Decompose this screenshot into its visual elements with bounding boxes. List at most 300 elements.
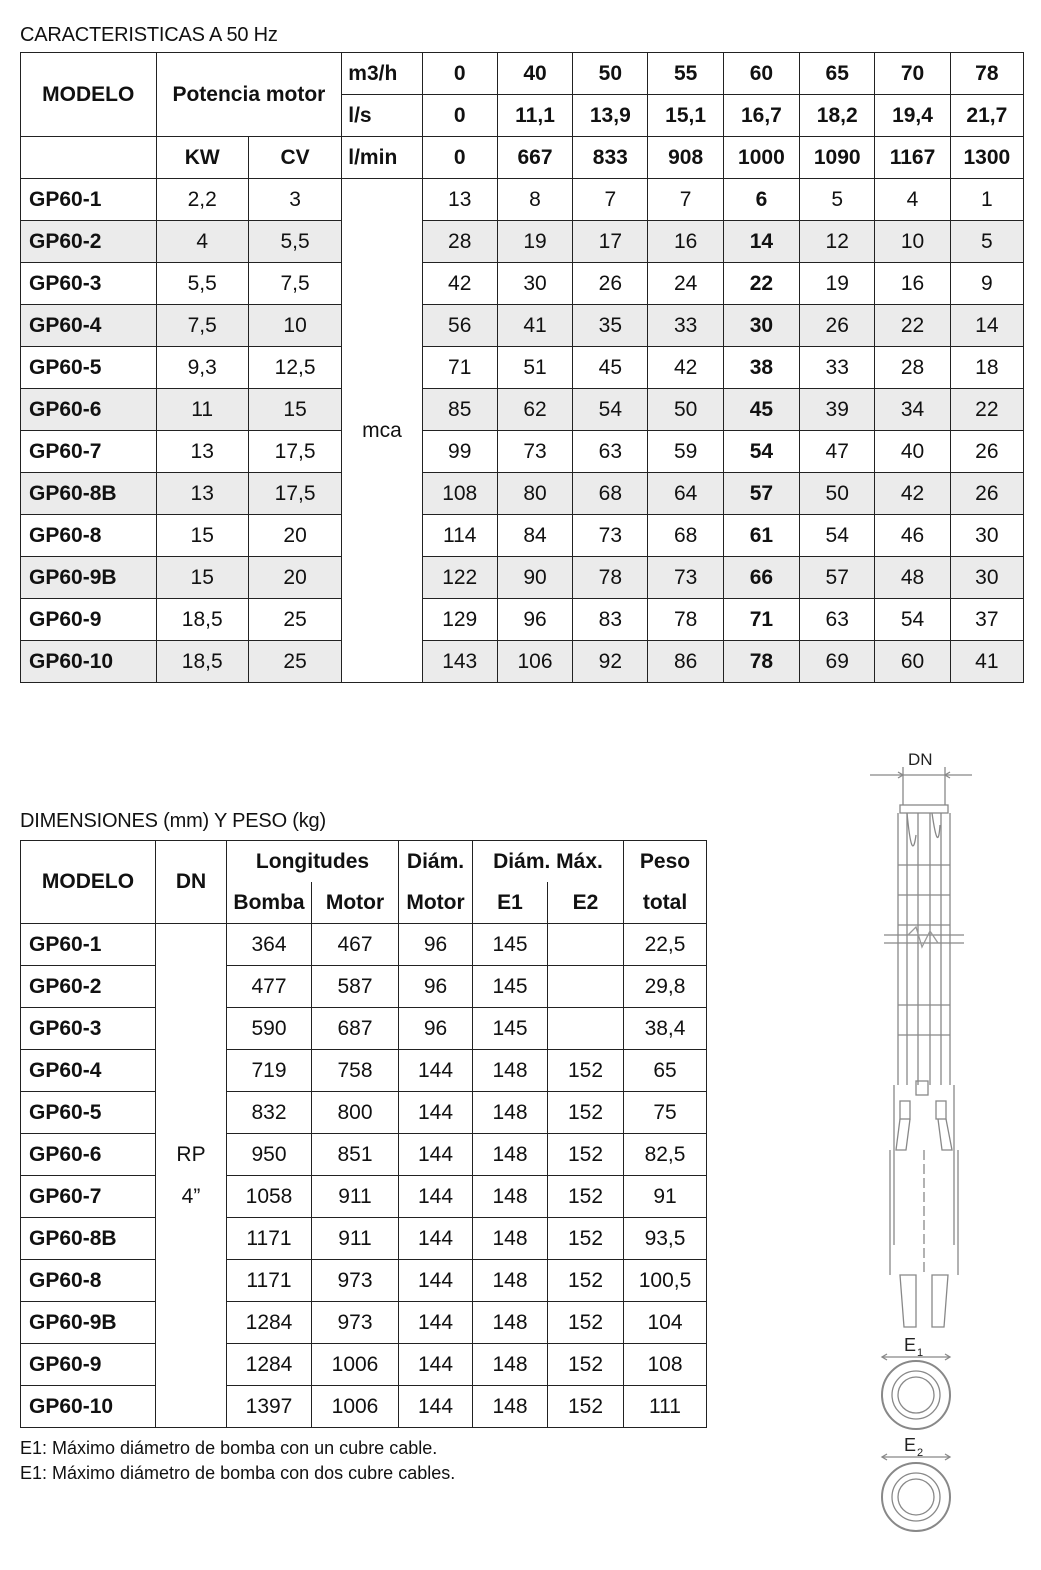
peso-cell: 38,4 bbox=[624, 1008, 707, 1050]
diam-motor-cell: 96 bbox=[399, 966, 473, 1008]
head-cell: 54 bbox=[875, 599, 950, 641]
e2-sub: 2 bbox=[917, 1447, 924, 1459]
model-cell: GP60-3 bbox=[21, 1008, 156, 1050]
cv-cell: 7,5 bbox=[248, 263, 341, 305]
bomba-cell: 1171 bbox=[227, 1260, 312, 1302]
head-cell: 26 bbox=[800, 305, 875, 347]
e1-cell: 148 bbox=[473, 1302, 548, 1344]
cv-cell: 5,5 bbox=[248, 221, 341, 263]
head-cell: 22 bbox=[723, 263, 799, 305]
flow-lmin: 667 bbox=[497, 137, 572, 179]
dn-label: DN bbox=[908, 750, 933, 769]
table-row bbox=[21, 1050, 707, 1092]
e2-cell: 152 bbox=[548, 1302, 624, 1344]
e2-cell: 152 bbox=[548, 1050, 624, 1092]
head-cell: 96 bbox=[497, 599, 572, 641]
flow-ls: 16,7 bbox=[723, 95, 799, 137]
table-row bbox=[21, 431, 1024, 473]
cv-cell: 20 bbox=[248, 515, 341, 557]
head-cell: 26 bbox=[573, 263, 648, 305]
head-cell: 39 bbox=[800, 389, 875, 431]
header-diam: Diám. bbox=[399, 841, 473, 883]
head-cell: 34 bbox=[875, 389, 950, 431]
e1-cell: 148 bbox=[473, 1050, 548, 1092]
unit-lmin: l/min bbox=[342, 137, 422, 179]
cv-cell: 17,5 bbox=[248, 473, 341, 515]
model-cell: GP60-9B bbox=[21, 557, 157, 599]
header-kw: KW bbox=[156, 137, 248, 179]
head-cell: 22 bbox=[950, 389, 1023, 431]
head-cell: 68 bbox=[573, 473, 648, 515]
flow-ls: 19,4 bbox=[875, 95, 950, 137]
kw-cell: 15 bbox=[156, 515, 248, 557]
flow-lmin: 1300 bbox=[950, 137, 1023, 179]
e2-cell: 152 bbox=[548, 1260, 624, 1302]
head-cell: 84 bbox=[497, 515, 572, 557]
motor-cell: 467 bbox=[312, 924, 399, 966]
model-cell: GP60-2 bbox=[21, 221, 157, 263]
diam-motor-cell: 144 bbox=[399, 1302, 473, 1344]
head-cell: 114 bbox=[422, 515, 497, 557]
diam-motor-cell: 144 bbox=[399, 1386, 473, 1428]
e1-cell: 145 bbox=[473, 1008, 548, 1050]
header-diam-max: Diám. Máx. bbox=[473, 841, 624, 883]
e1-sub: 1 bbox=[917, 1347, 924, 1359]
peso-cell: 29,8 bbox=[624, 966, 707, 1008]
header-modelo: MODELO bbox=[21, 53, 157, 137]
head-cell: 78 bbox=[573, 557, 648, 599]
peso-cell: 75 bbox=[624, 1092, 707, 1134]
table-row bbox=[21, 1008, 707, 1050]
bomba-cell: 1397 bbox=[227, 1386, 312, 1428]
head-cell: 59 bbox=[648, 431, 723, 473]
diam-motor-cell: 144 bbox=[399, 1050, 473, 1092]
model-cell: GP60-7 bbox=[21, 1176, 156, 1218]
head-cell: 42 bbox=[875, 473, 950, 515]
bomba-cell: 1058 bbox=[227, 1176, 312, 1218]
flow-lmin: 0 bbox=[422, 137, 497, 179]
header-diam-motor: Motor bbox=[399, 882, 473, 924]
bomba-cell: 1171 bbox=[227, 1218, 312, 1260]
model-cell: GP60-3 bbox=[21, 263, 157, 305]
model-cell: GP60-10 bbox=[21, 1386, 156, 1428]
header-total: total bbox=[624, 882, 707, 924]
diam-motor-cell: 144 bbox=[399, 1134, 473, 1176]
header-motor: Motor bbox=[312, 882, 399, 924]
model-cell: GP60-7 bbox=[21, 431, 157, 473]
head-cell: 57 bbox=[723, 473, 799, 515]
diam-motor-cell: 144 bbox=[399, 1218, 473, 1260]
head-cell: 33 bbox=[800, 347, 875, 389]
head-cell: 64 bbox=[648, 473, 723, 515]
model-cell: GP60-9B bbox=[21, 1302, 156, 1344]
kw-cell: 5,5 bbox=[156, 263, 248, 305]
head-cell: 62 bbox=[497, 389, 572, 431]
kw-cell: 2,2 bbox=[156, 179, 248, 221]
dimensiones-table bbox=[20, 840, 707, 1428]
head-cell: 10 bbox=[875, 221, 950, 263]
cv-cell: 10 bbox=[248, 305, 341, 347]
flow-ls: 21,7 bbox=[950, 95, 1023, 137]
e2-cell bbox=[548, 966, 624, 1008]
cv-cell: 15 bbox=[248, 389, 341, 431]
kw-cell: 18,5 bbox=[156, 599, 248, 641]
motor-cell: 1006 bbox=[312, 1386, 399, 1428]
model-cell: GP60-2 bbox=[21, 966, 156, 1008]
head-cell: 35 bbox=[573, 305, 648, 347]
table-row bbox=[21, 1134, 707, 1176]
flow-m3h: 70 bbox=[875, 53, 950, 95]
head-cell: 16 bbox=[875, 263, 950, 305]
head-cell: 4 bbox=[875, 179, 950, 221]
e2-cell: 152 bbox=[548, 1176, 624, 1218]
e1-label: E bbox=[904, 1335, 917, 1355]
flow-lmin: 908 bbox=[648, 137, 723, 179]
motor-cell: 758 bbox=[312, 1050, 399, 1092]
head-cell: 71 bbox=[723, 599, 799, 641]
head-cell: 19 bbox=[800, 263, 875, 305]
peso-cell: 82,5 bbox=[624, 1134, 707, 1176]
peso-cell: 65 bbox=[624, 1050, 707, 1092]
pump-top-flange bbox=[900, 805, 948, 813]
head-cell: 16 bbox=[648, 221, 723, 263]
head-cell: 37 bbox=[950, 599, 1023, 641]
table-row bbox=[21, 599, 1024, 641]
head-cell: 7 bbox=[573, 179, 648, 221]
head-cell: 14 bbox=[723, 221, 799, 263]
diam-motor-cell: 144 bbox=[399, 1176, 473, 1218]
flow-ls: 0 bbox=[422, 95, 497, 137]
flow-m3h: 55 bbox=[648, 53, 723, 95]
head-cell: 47 bbox=[800, 431, 875, 473]
head-cell: 106 bbox=[497, 641, 572, 683]
head-cell: 41 bbox=[497, 305, 572, 347]
motor-cell: 587 bbox=[312, 966, 399, 1008]
e2-cell: 152 bbox=[548, 1218, 624, 1260]
diam-motor-cell: 96 bbox=[399, 924, 473, 966]
bomba-cell: 719 bbox=[227, 1050, 312, 1092]
flow-m3h: 40 bbox=[497, 53, 572, 95]
flow-ls: 18,2 bbox=[800, 95, 875, 137]
flow-m3h: 65 bbox=[800, 53, 875, 95]
head-cell: 63 bbox=[573, 431, 648, 473]
head-cell: 42 bbox=[422, 263, 497, 305]
head-cell: 6 bbox=[723, 179, 799, 221]
table-row bbox=[21, 473, 1024, 515]
kw-cell: 11 bbox=[156, 389, 248, 431]
head-cell: 46 bbox=[875, 515, 950, 557]
head-cell: 8 bbox=[497, 179, 572, 221]
head-cell: 66 bbox=[723, 557, 799, 599]
head-cell: 122 bbox=[422, 557, 497, 599]
bomba-cell: 950 bbox=[227, 1134, 312, 1176]
diam-motor-cell: 144 bbox=[399, 1344, 473, 1386]
head-cell: 73 bbox=[497, 431, 572, 473]
e1-cell: 148 bbox=[473, 1176, 548, 1218]
motor-cell: 973 bbox=[312, 1302, 399, 1344]
header-dn: DN bbox=[156, 841, 227, 924]
dn-cell bbox=[156, 924, 227, 1428]
flow-m3h: 50 bbox=[573, 53, 648, 95]
peso-cell: 22,5 bbox=[624, 924, 707, 966]
head-cell: 30 bbox=[497, 263, 572, 305]
e1-cell: 148 bbox=[473, 1218, 548, 1260]
head-cell: 38 bbox=[723, 347, 799, 389]
head-cell: 1 bbox=[950, 179, 1023, 221]
flow-m3h: 78 bbox=[950, 53, 1023, 95]
head-cell: 30 bbox=[950, 557, 1023, 599]
table-row bbox=[21, 557, 1024, 599]
e2-cell bbox=[548, 924, 624, 966]
model-cell: GP60-5 bbox=[21, 1092, 156, 1134]
peso-cell: 93,5 bbox=[624, 1218, 707, 1260]
head-cell: 33 bbox=[648, 305, 723, 347]
head-cell: 54 bbox=[800, 515, 875, 557]
unit-ls: l/s bbox=[342, 95, 422, 137]
model-cell: GP60-8 bbox=[21, 1260, 156, 1302]
head-cell: 12 bbox=[800, 221, 875, 263]
model-cell: GP60-8B bbox=[21, 473, 157, 515]
dn-value: RP bbox=[176, 1142, 206, 1166]
table-row bbox=[21, 389, 1024, 431]
unit-m3h: m3/h bbox=[342, 53, 422, 95]
motor-cell: 851 bbox=[312, 1134, 399, 1176]
header-e1: E1 bbox=[473, 882, 548, 924]
bomba-cell: 477 bbox=[227, 966, 312, 1008]
kw-cell: 13 bbox=[156, 473, 248, 515]
header-e2: E2 bbox=[548, 882, 624, 924]
e1-cell: 148 bbox=[473, 1344, 548, 1386]
note-e1: E1: Máximo diámetro de bomba con un cubre cable. bbox=[20, 1438, 438, 1458]
peso-cell: 100,5 bbox=[624, 1260, 707, 1302]
e2-cell: 152 bbox=[548, 1092, 624, 1134]
cv-cell: 20 bbox=[248, 557, 341, 599]
head-cell: 24 bbox=[648, 263, 723, 305]
head-cell: 71 bbox=[422, 347, 497, 389]
e1-cell: 148 bbox=[473, 1260, 548, 1302]
table-row bbox=[21, 966, 707, 1008]
cv-cell: 25 bbox=[248, 641, 341, 683]
bomba-cell: 832 bbox=[227, 1092, 312, 1134]
head-cell: 56 bbox=[422, 305, 497, 347]
e1-cell: 145 bbox=[473, 924, 548, 966]
peso-cell: 108 bbox=[624, 1344, 707, 1386]
kw-cell: 4 bbox=[156, 221, 248, 263]
pump-diagram bbox=[860, 745, 990, 1545]
cv-cell: 17,5 bbox=[248, 431, 341, 473]
cv-cell: 25 bbox=[248, 599, 341, 641]
head-cell: 78 bbox=[723, 641, 799, 683]
table-row bbox=[21, 924, 707, 966]
table-row bbox=[21, 1218, 707, 1260]
header-modelo: MODELO bbox=[21, 841, 156, 924]
cv-cell: 3 bbox=[248, 179, 341, 221]
head-cell: 22 bbox=[875, 305, 950, 347]
table-row bbox=[21, 347, 1024, 389]
motor-cell: 800 bbox=[312, 1092, 399, 1134]
model-cell: GP60-8B bbox=[21, 1218, 156, 1260]
dn-value: 4” bbox=[181, 1184, 201, 1208]
model-cell: GP60-4 bbox=[21, 1050, 156, 1092]
head-cell: 26 bbox=[950, 473, 1023, 515]
head-cell: 50 bbox=[648, 389, 723, 431]
model-cell: GP60-1 bbox=[21, 179, 157, 221]
motor-cell: 1006 bbox=[312, 1344, 399, 1386]
model-cell: GP60-6 bbox=[21, 389, 157, 431]
e1-cell: 148 bbox=[473, 1134, 548, 1176]
head-cell: 30 bbox=[950, 515, 1023, 557]
flow-m3h: 60 bbox=[723, 53, 799, 95]
head-cell: 30 bbox=[723, 305, 799, 347]
e2-label: E bbox=[904, 1435, 917, 1455]
motor-cell: 911 bbox=[312, 1218, 399, 1260]
flow-ls: 13,9 bbox=[573, 95, 648, 137]
header-modelo-spacer bbox=[21, 137, 157, 179]
head-cell: 5 bbox=[950, 221, 1023, 263]
flow-ls: 11,1 bbox=[497, 95, 572, 137]
head-cell: 18 bbox=[950, 347, 1023, 389]
flow-m3h: 0 bbox=[422, 53, 497, 95]
head-cell: 7 bbox=[648, 179, 723, 221]
head-cell: 54 bbox=[573, 389, 648, 431]
head-cell: 92 bbox=[573, 641, 648, 683]
model-cell: GP60-1 bbox=[21, 924, 156, 966]
diam-motor-cell: 144 bbox=[399, 1260, 473, 1302]
head-cell: 68 bbox=[648, 515, 723, 557]
head-cell: 41 bbox=[950, 641, 1023, 683]
table-row bbox=[21, 1386, 707, 1428]
head-cell: 14 bbox=[950, 305, 1023, 347]
head-cell: 61 bbox=[723, 515, 799, 557]
head-cell: 57 bbox=[800, 557, 875, 599]
head-cell: 63 bbox=[800, 599, 875, 641]
model-cell: GP60-9 bbox=[21, 1344, 156, 1386]
kw-cell: 9,3 bbox=[156, 347, 248, 389]
head-cell: 129 bbox=[422, 599, 497, 641]
bomba-cell: 590 bbox=[227, 1008, 312, 1050]
table-row bbox=[21, 515, 1024, 557]
e1-cell: 145 bbox=[473, 966, 548, 1008]
head-cell: 54 bbox=[723, 431, 799, 473]
table-row bbox=[21, 305, 1024, 347]
diam-motor-cell: 96 bbox=[399, 1008, 473, 1050]
caracteristicas-table bbox=[20, 52, 1024, 683]
diam-motor-cell: 144 bbox=[399, 1092, 473, 1134]
kw-cell: 15 bbox=[156, 557, 248, 599]
table-row bbox=[21, 179, 1024, 221]
model-cell: GP60-9 bbox=[21, 599, 157, 641]
table-row bbox=[21, 1260, 707, 1302]
table-row bbox=[21, 1302, 707, 1344]
head-cell: 80 bbox=[497, 473, 572, 515]
table-row bbox=[21, 263, 1024, 305]
head-cell: 26 bbox=[950, 431, 1023, 473]
head-cell: 45 bbox=[573, 347, 648, 389]
head-cell: 42 bbox=[648, 347, 723, 389]
head-cell: 48 bbox=[875, 557, 950, 599]
bomba-cell: 1284 bbox=[227, 1302, 312, 1344]
head-cell: 60 bbox=[875, 641, 950, 683]
head-cell: 73 bbox=[573, 515, 648, 557]
bomba-cell: 364 bbox=[227, 924, 312, 966]
head-cell: 90 bbox=[497, 557, 572, 599]
unit-cell: mca bbox=[342, 179, 422, 683]
e1-cell: 148 bbox=[473, 1092, 548, 1134]
head-cell: 28 bbox=[875, 347, 950, 389]
head-cell: 19 bbox=[497, 221, 572, 263]
head-cell: 99 bbox=[422, 431, 497, 473]
head-cell: 13 bbox=[422, 179, 497, 221]
peso-cell: 104 bbox=[624, 1302, 707, 1344]
e2-cell: 152 bbox=[548, 1344, 624, 1386]
table-row bbox=[21, 1344, 707, 1386]
peso-cell: 111 bbox=[624, 1386, 707, 1428]
head-cell: 5 bbox=[800, 179, 875, 221]
model-cell: GP60-4 bbox=[21, 305, 157, 347]
header-peso: Peso bbox=[624, 841, 707, 883]
caracteristicas-title: CARACTERISTICAS A 50 Hz bbox=[20, 24, 278, 46]
head-cell: 40 bbox=[875, 431, 950, 473]
bomba-cell: 1284 bbox=[227, 1344, 312, 1386]
head-cell: 51 bbox=[497, 347, 572, 389]
e1-cell: 148 bbox=[473, 1386, 548, 1428]
header-potencia-motor: Potencia motor bbox=[156, 53, 342, 137]
header-bomba: Bomba bbox=[227, 882, 312, 924]
head-cell: 69 bbox=[800, 641, 875, 683]
head-cell: 83 bbox=[573, 599, 648, 641]
e2-cell bbox=[548, 1008, 624, 1050]
head-cell: 108 bbox=[422, 473, 497, 515]
motor-cell: 911 bbox=[312, 1176, 399, 1218]
head-cell: 50 bbox=[800, 473, 875, 515]
motor-cell: 687 bbox=[312, 1008, 399, 1050]
cv-cell: 12,5 bbox=[248, 347, 341, 389]
head-cell: 86 bbox=[648, 641, 723, 683]
model-cell: GP60-10 bbox=[21, 641, 157, 683]
head-cell: 28 bbox=[422, 221, 497, 263]
motor-cell: 973 bbox=[312, 1260, 399, 1302]
header-cv: CV bbox=[248, 137, 341, 179]
flow-lmin: 1167 bbox=[875, 137, 950, 179]
model-cell: GP60-8 bbox=[21, 515, 157, 557]
flow-ls: 15,1 bbox=[648, 95, 723, 137]
head-cell: 73 bbox=[648, 557, 723, 599]
table-row bbox=[21, 221, 1024, 263]
dimensiones-title: DIMENSIONES (mm) Y PESO (kg) bbox=[20, 810, 326, 832]
table-row bbox=[21, 641, 1024, 683]
kw-cell: 13 bbox=[156, 431, 248, 473]
head-cell: 45 bbox=[723, 389, 799, 431]
table-row bbox=[21, 1092, 707, 1134]
e2-cell: 152 bbox=[548, 1134, 624, 1176]
flow-lmin: 1090 bbox=[800, 137, 875, 179]
kw-cell: 7,5 bbox=[156, 305, 248, 347]
model-cell: GP60-5 bbox=[21, 347, 157, 389]
header-longitudes: Longitudes bbox=[227, 841, 399, 883]
head-cell: 78 bbox=[648, 599, 723, 641]
head-cell: 143 bbox=[422, 641, 497, 683]
table-row bbox=[21, 1176, 707, 1218]
e2-cell: 152 bbox=[548, 1386, 624, 1428]
flow-lmin: 833 bbox=[573, 137, 648, 179]
note-e2: E1: Máximo diámetro de bomba con dos cubre cables. bbox=[20, 1463, 456, 1483]
flow-lmin: 1000 bbox=[723, 137, 799, 179]
model-cell: GP60-6 bbox=[21, 1134, 156, 1176]
head-cell: 85 bbox=[422, 389, 497, 431]
head-cell: 9 bbox=[950, 263, 1023, 305]
kw-cell: 18,5 bbox=[156, 641, 248, 683]
peso-cell: 91 bbox=[624, 1176, 707, 1218]
